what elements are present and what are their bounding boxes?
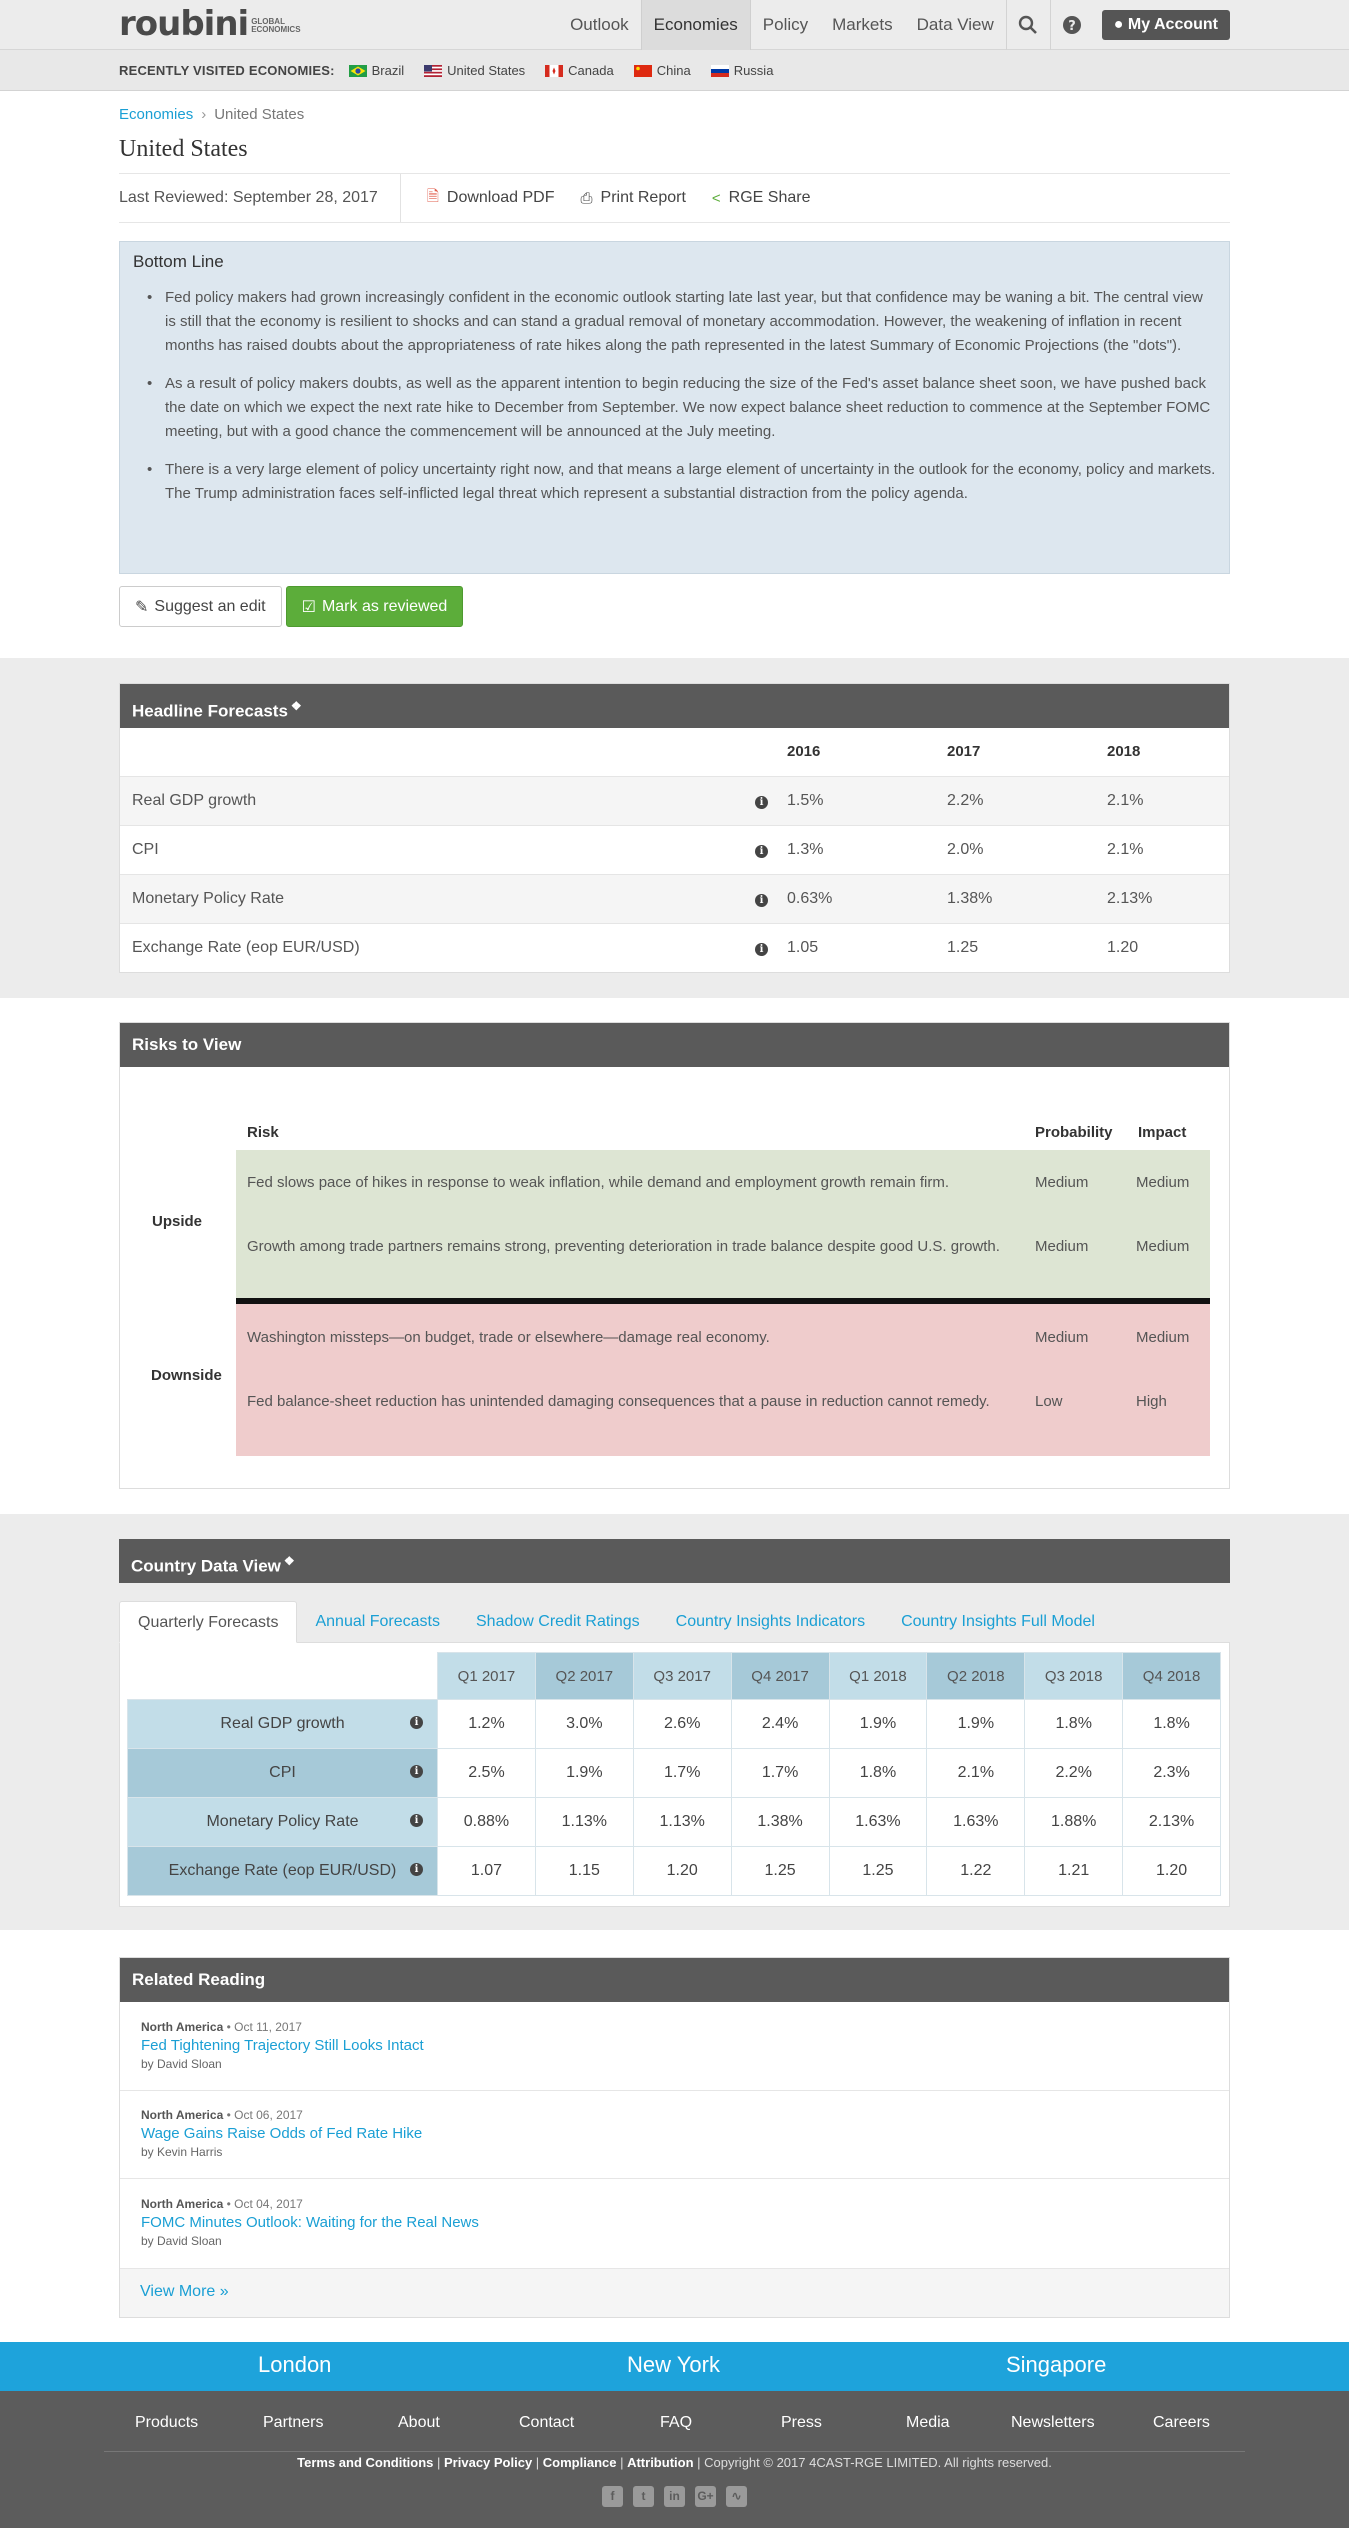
risk-probability: Low	[1035, 1393, 1063, 1410]
info-icon[interactable]: i	[410, 1716, 423, 1729]
row-label: CPI	[120, 825, 755, 874]
risk-text: Fed balance-sheet reduction has unintended damaging consequences that a pause in reduction cannot remedy.	[247, 1393, 990, 1410]
article-region: North America	[141, 2108, 224, 2122]
china-flag-icon	[634, 65, 652, 77]
my-account-button[interactable]: ● My Account	[1102, 10, 1230, 40]
cell-value: 1.21	[1025, 1847, 1123, 1896]
headline-forecasts-table	[120, 728, 1229, 972]
cell-value: 2.2%	[941, 776, 1101, 825]
cell-value: 1.9%	[829, 1700, 927, 1749]
info-icon[interactable]: i	[755, 894, 768, 907]
article-author: by David Sloan	[141, 2057, 222, 2071]
cell-value: 1.25	[941, 923, 1101, 972]
article-link[interactable]: Fed Tightening Trajectory Still Looks Intact	[141, 2037, 424, 2054]
cell-value: 1.15	[535, 1847, 633, 1896]
breadcrumb-economies[interactable]: Economies	[119, 106, 194, 123]
risks-header: Risks to View	[120, 1023, 1229, 1067]
info-icon[interactable]: i	[410, 1863, 423, 1876]
quarter-header: Q2 2018	[927, 1653, 1025, 1700]
article-date: Oct 06, 2017	[234, 2108, 303, 2122]
headline-forecasts-panel	[119, 683, 1230, 973]
country-data-tabs	[119, 1601, 1230, 1643]
cell-value: 2.13%	[1101, 874, 1229, 923]
table-row	[128, 1847, 1221, 1896]
footer-link-media[interactable]: Media	[906, 2414, 950, 2431]
tab-country-insights-full-model[interactable]: Country Insights Full Model	[901, 1613, 1095, 1630]
footer-link-contact[interactable]: Contact	[519, 2414, 575, 2431]
roubini-logo[interactable]	[119, 6, 301, 42]
twitter-icon[interactable]: t	[633, 2486, 654, 2507]
nav-policy[interactable]: Policy	[762, 15, 809, 34]
footer-link-faq[interactable]: FAQ	[660, 2414, 693, 2431]
cell-value: 1.05	[781, 923, 941, 972]
list-item: North America • Oct 11, 2017 Fed Tightening Trajectory Still Looks Intact by David Sloan	[141, 2020, 424, 2071]
logo-sub-economics: ECONOMICS	[251, 25, 301, 34]
table-row	[120, 825, 1229, 874]
quarter-header: Q3 2018	[1025, 1653, 1123, 1700]
recent-label: RECENTLY VISITED ECONOMIES:	[119, 63, 335, 78]
recent-canada[interactable]: Canada	[545, 63, 614, 78]
cell-value: 2.1%	[1101, 776, 1229, 825]
footer-link-press[interactable]: Press	[781, 2414, 822, 2431]
quarterly-forecasts-panel	[119, 1643, 1230, 1907]
cell-value: 1.8%	[1123, 1700, 1221, 1749]
compliance-link[interactable]: Compliance	[542, 2455, 617, 2470]
info-icon[interactable]: i	[755, 943, 768, 956]
breadcrumb	[119, 106, 1230, 123]
risk-probability: Medium	[1035, 1174, 1089, 1191]
row-label: Real GDP growth	[220, 1715, 345, 1732]
risk-probability: Medium	[1035, 1238, 1089, 1255]
risk-text: Fed slows pace of hikes in response to weak inflation, while demand and employment growth remain firm.	[247, 1174, 950, 1191]
recent-china[interactable]: China	[634, 63, 691, 78]
canada-flag-icon	[545, 65, 563, 77]
cell-value: 1.38%	[731, 1798, 829, 1847]
article-region: North America	[141, 2020, 224, 2034]
risk-impact: Medium	[1136, 1329, 1190, 1346]
brazil-flag-icon	[349, 65, 367, 77]
bottom-line-bullet: • Fed policy makers had grown increasingly confident in the economic outlook starting late last year, but that confidence may be waning a bit. The central view is still that the economy is resilient to shocks and can stand a gradual removal of monetary accommodation. However, the weakening of inflation in recent months has raised doubts about the appropriateness of rate hikes along the path represented in the latest Summary of Economic Projections (the "dots").	[153, 286, 1216, 358]
related-reading-panel	[119, 1957, 1230, 2318]
search-icon[interactable]	[1006, 0, 1050, 50]
city-new-york: New York	[627, 2352, 720, 2377]
info-icon[interactable]: ❖	[290, 699, 302, 713]
russia-flag-icon	[711, 65, 729, 77]
bottom-line-box	[119, 241, 1230, 574]
nav-markets[interactable]: Markets	[832, 15, 893, 34]
cell-value: 1.25	[829, 1847, 927, 1896]
check-icon: ☑	[301, 598, 316, 616]
us-flag-icon	[424, 65, 442, 77]
breadcrumb-current: United States	[214, 106, 305, 123]
risk-impact: High	[1136, 1393, 1167, 1410]
tab-shadow-credit-ratings[interactable]: Shadow Credit Ratings	[476, 1613, 640, 1630]
row-label: CPI	[269, 1764, 296, 1781]
quarter-header: Q4 2018	[1123, 1653, 1221, 1700]
recent-brazil[interactable]: Brazil	[349, 63, 405, 78]
table-row	[128, 1700, 1221, 1749]
rge-share-link[interactable]: < RGE Share	[711, 189, 811, 207]
bottom-line-bullet: • As a result of policy makers doubts, as well as the apparent intention to begin reducing the size of the Fed's asset balance sheet soon, we have pushed back the date on which we expect the next rate hike to December from September. We now expect balance sheet reduction to commence at the September FOMC meeting, but with a good chance the commencement will be announced at the July meeting.	[153, 372, 1216, 444]
tab-country-insights-indicators[interactable]: Country Insights Indicators	[675, 1613, 866, 1630]
year-header: 2017	[947, 743, 981, 761]
copyright: Copyright © 2017 4CAST-RGE LIMITED. All rights reserved.	[704, 2455, 1052, 2470]
city-london: London	[258, 2352, 332, 2377]
cell-value: 1.5%	[781, 776, 941, 825]
cell-value: 0.88%	[438, 1798, 536, 1847]
info-icon[interactable]: ❖	[283, 1554, 295, 1568]
breadcrumb-chevron-icon: ›	[201, 106, 207, 123]
cell-value: 1.13%	[535, 1798, 633, 1847]
cell-value: 1.88%	[1025, 1798, 1123, 1847]
risk-column-header: Risk	[247, 1124, 279, 1141]
row-label: Exchange Rate (eop EUR/USD)	[120, 923, 755, 972]
footer-link-products[interactable]: Products	[135, 2414, 199, 2431]
cell-value: 1.2%	[438, 1700, 536, 1749]
quarter-header: Q4 2017	[731, 1653, 829, 1700]
cell-value: 2.2%	[1025, 1749, 1123, 1798]
quarter-header: Q1 2018	[829, 1653, 927, 1700]
print-report-link[interactable]: ⎙ Print Report	[580, 189, 686, 207]
info-icon[interactable]: i	[410, 1814, 423, 1827]
cell-value: 1.20	[633, 1847, 731, 1896]
table-row	[128, 1749, 1221, 1798]
cell-value: 1.7%	[633, 1749, 731, 1798]
cell-value: 1.9%	[927, 1700, 1025, 1749]
review-toolbar	[119, 173, 1230, 223]
upside-label: Upside	[152, 1213, 203, 1230]
table-row	[120, 776, 1229, 825]
probability-column-header: Probability	[1035, 1124, 1113, 1141]
cell-value: 1.13%	[633, 1798, 731, 1847]
cell-value: 1.7%	[731, 1749, 829, 1798]
quarter-header: Q1 2017	[438, 1653, 536, 1700]
info-icon[interactable]: i	[755, 796, 768, 809]
cell-value: 2.6%	[633, 1700, 731, 1749]
headline-forecasts-header: Headline Forecasts ❖	[120, 684, 1229, 728]
list-item: North America • Oct 06, 2017 Wage Gains Raise Odds of Fed Rate Hike by Kevin Harris	[141, 2108, 423, 2159]
cell-value: 1.63%	[829, 1798, 927, 1847]
cell-value: 1.63%	[927, 1798, 1025, 1847]
cities-bar	[0, 2342, 1349, 2391]
year-header: 2018	[1107, 743, 1141, 761]
row-label: Monetary Policy Rate	[120, 874, 755, 923]
tab-annual-forecasts[interactable]: Annual Forecasts	[315, 1613, 440, 1630]
city-singapore: Singapore	[1006, 2352, 1107, 2377]
user-icon: ●	[1113, 16, 1124, 33]
legal-links: Terms and Conditions | Privacy Policy | Compliance | Attribution | Copyright © 2017 4CAST-RGE LIMITED. All rights reserved.	[297, 2455, 1052, 2470]
social-icons	[0, 2486, 1349, 2507]
article-date: Oct 11, 2017	[234, 2020, 302, 2034]
cell-value: 2.4%	[731, 1700, 829, 1749]
view-more-link[interactable]: View More »	[140, 2283, 229, 2300]
rss-icon[interactable]: ∿	[726, 2486, 747, 2507]
cell-value: 2.0%	[941, 825, 1101, 874]
related-reading-header: Related Reading	[120, 1958, 1229, 2002]
mark-reviewed-button[interactable]: ☑ Mark as reviewed	[286, 586, 464, 627]
article-link[interactable]: Wage Gains Raise Odds of Fed Rate Hike	[141, 2125, 423, 2142]
info-icon[interactable]: i	[755, 845, 768, 858]
recently-visited-bar	[0, 50, 1349, 91]
cell-value: 2.5%	[438, 1749, 536, 1798]
impact-column-header: Impact	[1138, 1124, 1187, 1141]
cell-value: 1.20	[1101, 923, 1229, 972]
bottom-line-heading: Bottom Line	[133, 252, 224, 271]
pdf-icon: 🗎	[426, 187, 439, 205]
bottom-line-bullet: • There is a very large element of policy uncertainty right now, and that means a large element of uncertainty in the outlook for the economy, policy and markets. The Trump administration faces self-inflicted legal threat which represent a substantial distraction from the policy agenda.	[153, 458, 1216, 506]
downside-label: Downside	[151, 1367, 222, 1384]
print-icon: ⎙	[580, 189, 593, 207]
year-header: 2016	[787, 743, 821, 761]
risks-table	[120, 1067, 1229, 1488]
cell-value: 2.3%	[1123, 1749, 1221, 1798]
nav-data-view[interactable]: Data View	[916, 15, 994, 34]
help-icon[interactable]	[1050, 0, 1094, 50]
cell-value: 3.0%	[535, 1700, 633, 1749]
cell-value: 1.07	[438, 1847, 536, 1896]
info-icon[interactable]: i	[410, 1765, 423, 1778]
quarter-header: Q3 2017	[633, 1653, 731, 1700]
recent-united-states[interactable]: United States	[424, 63, 525, 78]
suggest-edit-button[interactable]: ✎ Suggest an edit	[119, 586, 282, 627]
cell-value: 1.8%	[1025, 1700, 1123, 1749]
last-reviewed: Last Reviewed: September 28, 2017	[119, 174, 401, 222]
logo-sub-global: GLOBAL	[251, 17, 285, 26]
nav-economies[interactable]: Economies	[641, 0, 751, 50]
footer-link-careers[interactable]: Careers	[1153, 2414, 1210, 2431]
google-plus-icon[interactable]: G+	[695, 2486, 716, 2507]
svg-text:?: ?	[1068, 19, 1077, 34]
attribution-link[interactable]: Attribution	[627, 2455, 694, 2470]
tab-quarterly-forecasts[interactable]: Quarterly Forecasts	[119, 1601, 297, 1643]
quarterly-forecasts-table	[127, 1652, 1221, 1896]
risks-panel	[119, 1022, 1230, 1489]
row-label: Real GDP growth	[120, 776, 755, 825]
share-icon: <	[711, 189, 721, 207]
cell-value: 1.38%	[941, 874, 1101, 923]
footer-link-partners[interactable]: Partners	[263, 2414, 324, 2431]
terms-link[interactable]: Terms and Conditions	[297, 2455, 434, 2470]
cell-value: 1.8%	[829, 1749, 927, 1798]
cell-value: 1.22	[927, 1847, 1025, 1896]
list-item: North America • Oct 04, 2017 FOMC Minutes Outlook: Waiting for the Real News by David Sloan	[141, 2197, 479, 2248]
table-row	[120, 923, 1229, 972]
cell-value: 1.3%	[781, 825, 941, 874]
footer-link-about[interactable]: About	[398, 2414, 440, 2431]
download-pdf-link[interactable]: 🗎 Download PDF	[427, 186, 555, 211]
article-region: North America	[141, 2197, 224, 2211]
page-title: United States	[119, 136, 248, 162]
risk-impact: Medium	[1136, 1174, 1190, 1191]
row-label: Exchange Rate (eop EUR/USD)	[168, 1862, 397, 1879]
cell-value: 1.9%	[535, 1749, 633, 1798]
table-row	[128, 1798, 1221, 1847]
nav-outlook[interactable]: Outlook	[570, 15, 629, 34]
cell-value: 1.20	[1123, 1847, 1221, 1896]
risk-impact: Medium	[1136, 1238, 1190, 1255]
recent-russia[interactable]: Russia	[711, 63, 774, 78]
article-date: Oct 04, 2017	[234, 2197, 303, 2211]
table-row	[120, 874, 1229, 923]
facebook-icon[interactable]: f	[602, 2486, 623, 2507]
row-label: Monetary Policy Rate	[206, 1813, 359, 1830]
risk-text: Washington missteps—on budget, trade or elsewhere—damage real economy.	[247, 1329, 770, 1346]
country-data-view-header: Country Data View ❖	[119, 1539, 1230, 1583]
privacy-link[interactable]: Privacy Policy	[444, 2455, 533, 2470]
article-link[interactable]: FOMC Minutes Outlook: Waiting for the Real News	[141, 2214, 479, 2231]
quarter-header: Q2 2017	[535, 1653, 633, 1700]
article-author: by David Sloan	[141, 2234, 222, 2248]
cell-value: 1.25	[731, 1847, 829, 1896]
edit-icon: ✎	[135, 598, 149, 616]
footer-link-newsletters[interactable]: Newsletters	[1011, 2414, 1095, 2431]
article-author: by Kevin Harris	[141, 2145, 223, 2159]
risk-probability: Medium	[1035, 1329, 1089, 1346]
logo-wordmark: roubini	[119, 4, 249, 44]
cell-value: 2.1%	[1101, 825, 1229, 874]
cell-value: 0.63%	[781, 874, 941, 923]
cell-value: 2.1%	[927, 1749, 1025, 1798]
risk-text: Growth among trade partners remains strong, preventing deterioration in trade balance despite good U.S. growth.	[247, 1238, 1000, 1255]
linkedin-icon[interactable]: in	[664, 2486, 685, 2507]
cell-value: 2.13%	[1123, 1798, 1221, 1847]
top-navigation	[0, 0, 1349, 50]
